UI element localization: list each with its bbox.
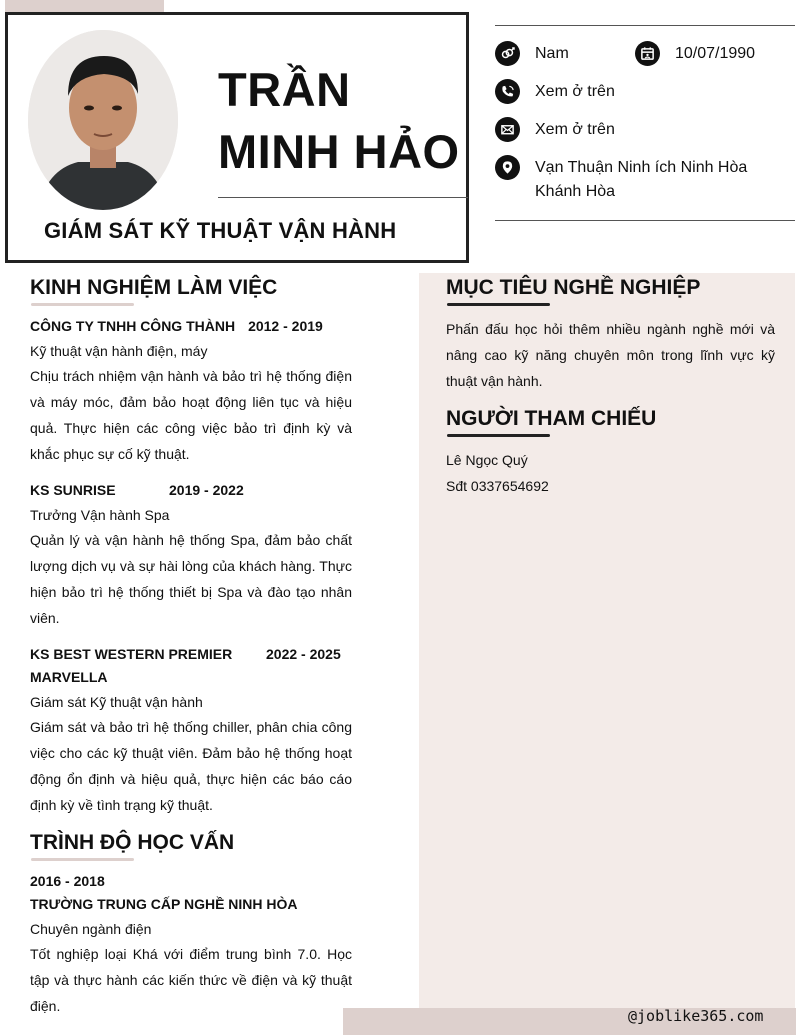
name-line-1: TRẦN [218, 63, 351, 116]
job-company: CÔNG TY TNHH CÔNG THÀNH [30, 318, 236, 334]
job-period: 2019 - 2022 [169, 482, 244, 498]
gender-value: Nam [535, 45, 569, 62]
education-underline [31, 858, 134, 861]
job-company: KS SUNRISE [30, 482, 116, 498]
job-item [30, 643, 352, 818]
profile-photo [28, 30, 178, 210]
mail-icon [495, 117, 520, 142]
education-block [30, 870, 352, 1019]
phone-value: Xem ở trên [535, 83, 615, 100]
address-line-1: Vạn Thuận Ninh ích Ninh Hòa [535, 159, 748, 176]
footer-watermark: @joblike365.com [628, 1007, 764, 1025]
education-title: TRÌNH ĐỘ HỌC VẤN [30, 831, 235, 854]
email-value: Xem ở trên [535, 121, 615, 138]
reference-title: NGƯỜI THAM CHIẾU [446, 407, 657, 430]
contact-birthdate [635, 41, 755, 66]
birthdate-value: 10/07/1990 [675, 45, 756, 62]
experience-title: KINH NGHIỆM LÀM VIỆC [30, 276, 278, 299]
name-line-2: MINH HẢO [218, 125, 460, 178]
education-major: Chuyên ngành điện [30, 921, 152, 937]
objective-text: Phấn đấu học hỏi thêm nhiều ngành nghề mới và nâng cao kỹ năng chuyên môn trong lĩnh vực kỹ thuật vận hành. [446, 321, 775, 389]
contact-email [495, 117, 615, 142]
contact-address [495, 155, 747, 204]
contact-phone [495, 79, 615, 104]
contact-gender [495, 41, 569, 66]
job-description: Chịu trách nhiệm vận hành và bảo trì hệ thống điện và máy móc, đảm bảo hoạt động liên tục và hiệu quả. Thực hiện các công việc bảo trì định kỳ và khắc phục sự cố kỹ thuật. [30, 368, 352, 462]
job-title: GIÁM SÁT KỸ THUẬT VẬN HÀNH [44, 218, 397, 243]
job-period: 2022 - 2025 [266, 646, 341, 662]
education-school: TRƯỜNG TRUNG CẤP NGHỀ NINH HÒA [30, 896, 298, 912]
header-box [5, 12, 469, 263]
experience-underline [31, 303, 134, 306]
education-period: 2016 - 2018 [30, 873, 105, 889]
location-icon [495, 155, 520, 180]
job-role: Kỹ thuật vận hành điện, máy [30, 343, 208, 359]
experience-list [30, 315, 352, 830]
reference-name: Lê Ngọc Quý [446, 452, 528, 468]
objective-title: MỤC TIÊU NGHỀ NGHIỆP [446, 276, 701, 299]
job-description: Giám sát và bảo trì hệ thống chiller, phân chia công việc cho các kỹ thuật viên. Đảm bảo hệ thống hoạt động ổn định và hiệu quả, thực hiện các báo cáo định kỳ về tình trạng kỹ thuật. [30, 719, 352, 813]
address-value [535, 156, 747, 204]
address-line-2: Khánh Hòa [535, 183, 616, 200]
job-role: Trưởng Vận hành Spa [30, 507, 170, 523]
job-period: 2012 - 2019 [248, 318, 323, 334]
name-divider [218, 197, 468, 198]
contact-divider-top [495, 25, 795, 26]
objective-underline [447, 303, 550, 306]
education-description: Tốt nghiệp loại Khá với điểm trung bình 7.0. Học tập và thực hành các kiến thức về điện và kỹ thuật điện. [30, 946, 352, 1014]
reference-details [446, 447, 775, 499]
reference-underline [447, 434, 550, 437]
gender-icon [495, 41, 520, 66]
contact-divider-bottom [495, 220, 795, 221]
job-item [30, 315, 352, 467]
job-role: Giám sát Kỹ thuật vận hành [30, 694, 203, 710]
job-item [30, 479, 352, 631]
job-description: Quản lý và vận hành hệ thống Spa, đảm bảo chất lượng dịch vụ và sự hài lòng của khách hàng. Thực hiện bảo trì hệ thống thiết bị Spa và đào tạo nhân viên. [30, 532, 352, 626]
calendar-icon [635, 41, 660, 66]
reference-phone: Sđt 0337654692 [446, 478, 549, 494]
phone-icon [495, 79, 520, 104]
full-name [218, 59, 460, 183]
job-company: KS BEST WESTERN PREMIER MARVELLA [30, 646, 233, 685]
